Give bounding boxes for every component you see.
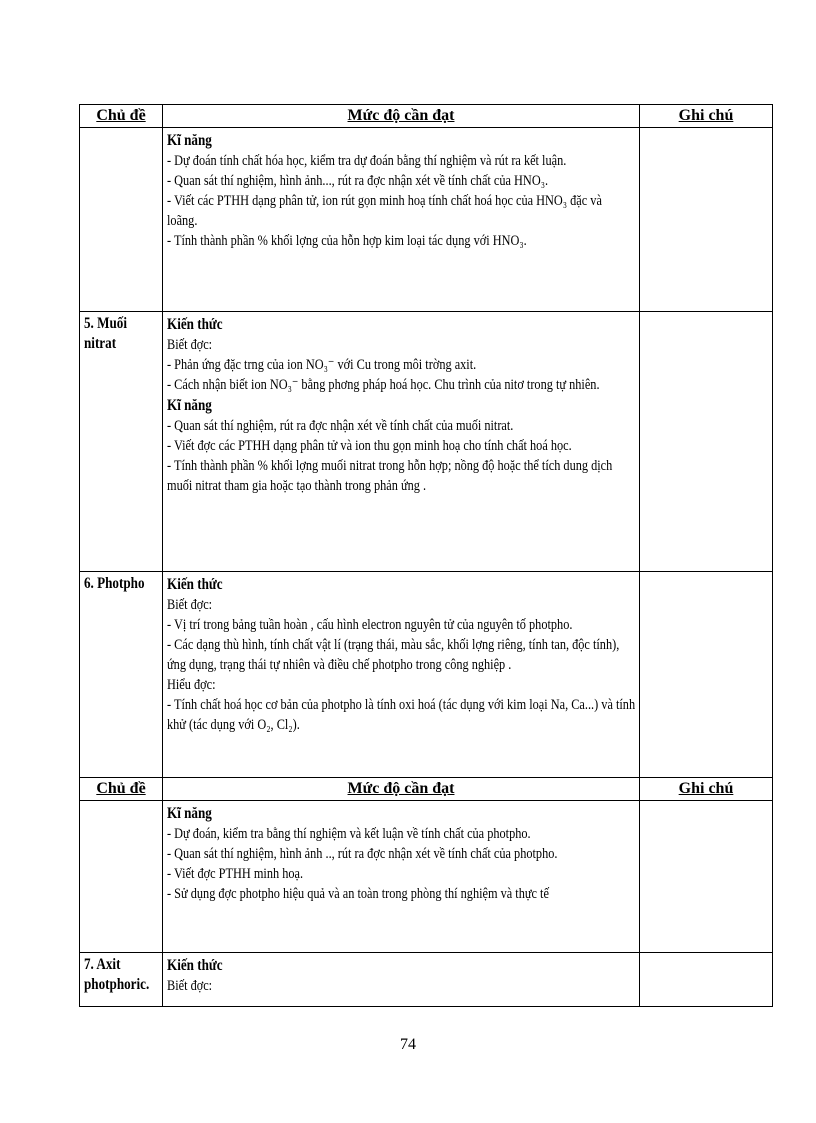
note-cell: [640, 128, 773, 312]
table-row: [80, 312, 773, 572]
header-requirement: Mức độ cần đạt: [163, 778, 640, 801]
requirement-line: - Cách nhận biết ion NO₃⁻ bằng phơng pháp hoá học. Chu trình của nitơ trong tự nhiên.: [167, 377, 600, 393]
table-row: [80, 801, 773, 953]
curriculum-table: [79, 104, 773, 1007]
note-cell: [640, 801, 773, 953]
section-heading: Kiến thức: [167, 576, 223, 593]
requirement-cell: [163, 312, 640, 572]
requirement-line: - Tính chất hoá học cơ bản của photpho là tính oxi hoá (tác dụng với kim loại Na, Ca...) và tính khử (tác dụng với O₂, Cl₂).: [167, 697, 636, 733]
requirement-line: - Quan sát thí nghiệm, hình ảnh..., rút ra đợc nhận xét về tính chất của HNO₃.: [167, 173, 549, 189]
requirement-line: - Phản ứng đặc trng của ion NO₃⁻ với Cu trong môi trờng axit.: [167, 357, 477, 373]
requirement-line: - Dự đoán tính chất hóa học, kiểm tra dự đoán bằng thí nghiệm và rút ra kết luận.: [167, 153, 567, 169]
requirement-line: - Viết đợc PTHH minh hoạ.: [167, 866, 304, 882]
section-heading: Kĩ năng: [167, 397, 212, 414]
table-row: [80, 572, 773, 778]
topic-title: 5. Muối nitrat: [84, 315, 128, 352]
table-row: [80, 953, 773, 1007]
requirement-line: - Viết đợc các PTHH dạng phân tử và ion thu gọn minh hoạ cho tính chất hoá học.: [167, 438, 572, 454]
section-heading: Kiến thức: [167, 316, 223, 333]
requirement-line: - Tính thành phần % khối lợng muối nitrat trong hỗn hợp; nồng độ hoặc thể tích dung dịch muối nitrat tham gia hoặc tạo thành trong phản ứng .: [167, 458, 613, 494]
topic-title: 6. Photpho: [84, 575, 145, 592]
topic-cell: [80, 128, 163, 312]
requirement-line: - Viết các PTHH dạng phân tử, ion rút gọn minh hoạ tính chất hoá học của HNO₃ đặc và loãng.: [167, 193, 602, 229]
header-note: Ghi chú: [640, 105, 773, 128]
section-heading: Kiến thức: [167, 957, 223, 974]
topic-cell: [80, 953, 163, 1007]
section-heading: Kĩ năng: [167, 132, 212, 149]
table-row: [80, 128, 773, 312]
page-number: 74: [400, 1036, 416, 1053]
table-header-row: [80, 105, 773, 128]
header-topic: Chủ đề: [80, 778, 163, 801]
note-cell: [640, 312, 773, 572]
requirement-line: - Quan sát thí nghiệm, hình ảnh .., rút ra đợc nhận xét về tính chất của photpho.: [167, 846, 558, 862]
requirement-line: - Dự đoán, kiểm tra bằng thí nghiệm và kết luận về tính chất của photpho.: [167, 826, 531, 842]
note-cell: [640, 572, 773, 778]
note-cell: [640, 953, 773, 1007]
header-note: Ghi chú: [640, 778, 773, 801]
requirement-cell: [163, 572, 640, 778]
subheading: Biết đợc:: [167, 597, 213, 613]
topic-title: 7. Axit photphoric.: [84, 956, 150, 993]
section-heading: Kĩ năng: [167, 805, 212, 822]
header-topic: Chủ đề: [80, 105, 163, 128]
requirement-cell: [163, 801, 640, 953]
topic-cell: [80, 312, 163, 572]
requirement-line: - Sử dụng đợc photpho hiệu quả và an toàn trong phòng thí nghiệm và thực tế: [167, 886, 549, 902]
table-header-row: [80, 778, 773, 801]
subheading: Biết đợc:: [167, 978, 213, 994]
subheading: Biết đợc:: [167, 337, 213, 353]
header-requirement: Mức độ cần đạt: [163, 105, 640, 128]
requirement-line: - Các dạng thù hình, tính chất vật lí (trạng thái, màu sắc, khối lợng riêng, tính tan, độc tính), ứng dụng, trạng thái tự nhiên và điều chế photpho trong công nghiệp .: [167, 637, 620, 673]
topic-cell: [80, 801, 163, 953]
subheading: Hiểu đợc:: [167, 677, 216, 693]
topic-cell: [80, 572, 163, 778]
requirement-line: - Tính thành phần % khối lợng của hỗn hợp kim loại tác dụng với HNO₃.: [167, 233, 527, 249]
requirement-cell: [163, 128, 640, 312]
requirement-line: - Vị trí trong bảng tuần hoàn , cấu hình electron nguyên tử của nguyên tố photpho.: [167, 617, 573, 633]
requirement-cell: [163, 953, 640, 1007]
requirement-line: - Quan sát thí nghiệm, rút ra đợc nhận xét về tính chất của muối nitrat.: [167, 418, 514, 434]
